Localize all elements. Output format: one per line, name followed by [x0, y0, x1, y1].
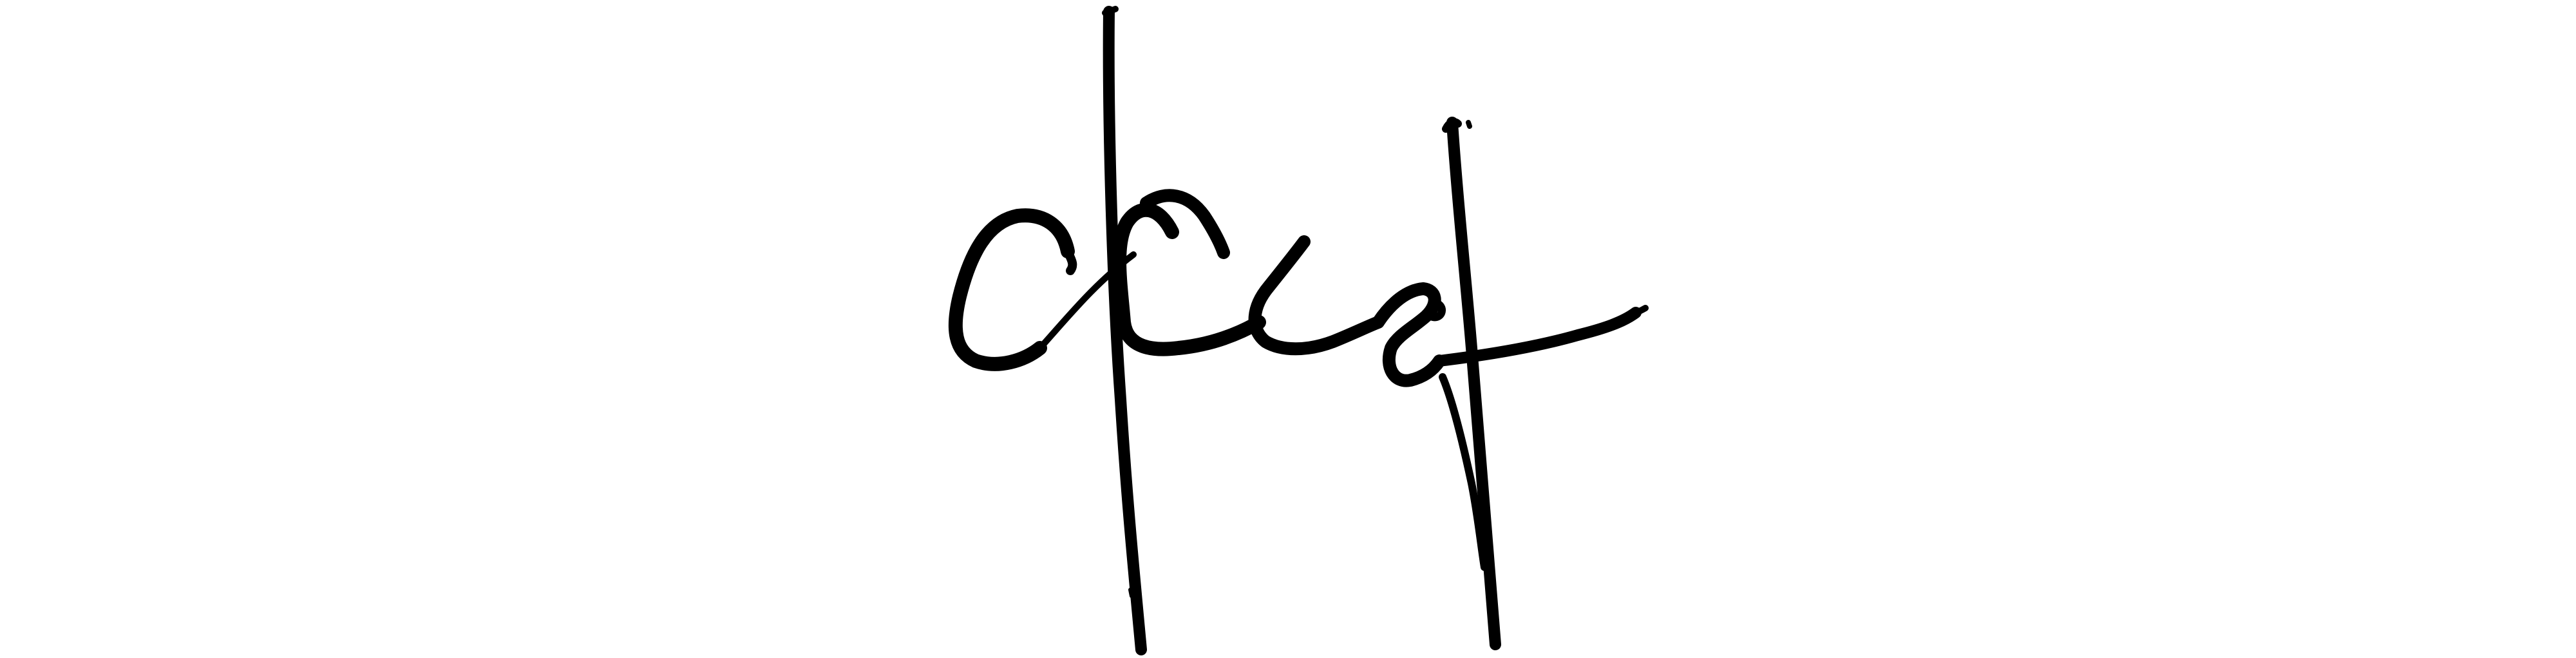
stroke-horizontal-tail-end — [1626, 308, 1645, 317]
stroke-first-loop-tail — [1069, 255, 1072, 271]
stroke-fourth-loop — [1378, 289, 1439, 381]
stroke-first-loop — [956, 215, 1068, 364]
stroke-right-vertical — [1452, 122, 1495, 644]
stroke-left-vertical-tick — [1105, 9, 1115, 13]
signature-strokes — [956, 9, 1645, 650]
stroke-second-loop — [1119, 210, 1259, 349]
stroke-dot-1 — [1468, 122, 1470, 126]
stroke-second-loop-top — [1146, 195, 1224, 253]
stroke-dot-2 — [1130, 590, 1132, 596]
stroke-third-loop — [1255, 242, 1378, 349]
